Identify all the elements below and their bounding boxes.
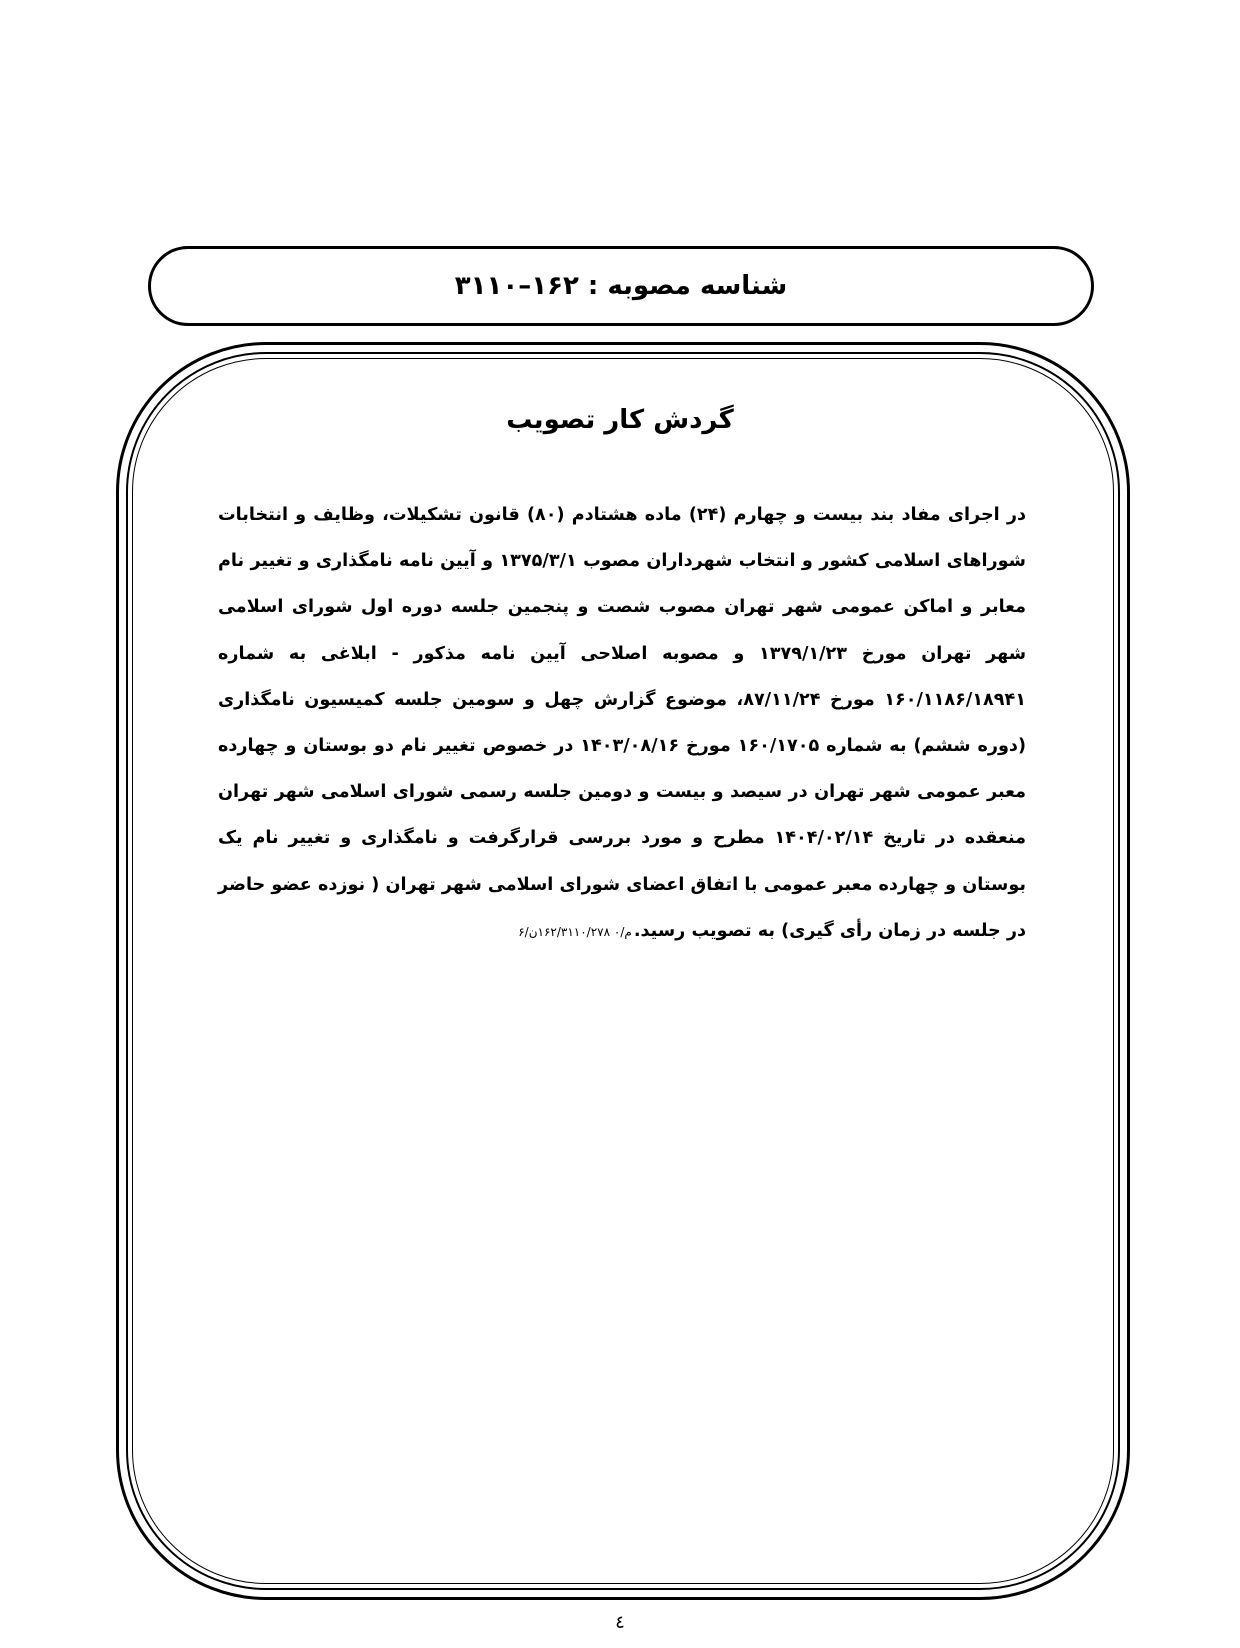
approval-id-banner xyxy=(148,246,1094,326)
workflow-paragraph xyxy=(218,492,1026,955)
approval-id-title: شناسه مصوبه : ۱۶۲–۳۱۱۰ xyxy=(454,271,788,301)
reference-code: م/۰ ۱۶۲/۳۱۱۰/۲۷۸ن/۶ xyxy=(518,924,632,939)
section-title: گردش کار تصویب xyxy=(506,405,734,435)
workflow-paragraph-final-word: رسید. xyxy=(633,920,686,941)
page-number: ٤ xyxy=(615,1612,625,1633)
workflow-paragraph-text: در اجرای مفاد بند بیست و چهارم (۲۴) ماده هشتادم (۸۰) قانون تشکیلات، وظایف و انتخابات شوراهای اسلامی کشور و انتخاب شهرداران مصوب ۱۳۷۵/۳/۱ و آیین نامه نامگذاری و تغییر نام معابر و اماکن عمومی شهر تهران مصوب شصت و پنجمین جلسه دوره اول شورای اسلامی شهر تهران مورخ ۱۳۷۹/۱/۲۳ و مصوبه اصلاحی آیین نامه مذکور - ابلاغی به شماره ۱۶۰/۱۱۸۶/۱۸۹۴۱ مورخ ۸۷/۱۱/۲۴، موضوع گزارش چهل و سومین جلسه کمیسیون نامگذاری (دوره ششم) به شماره ۱۶۰/۱۷۰۵ مورخ ۱۴۰۳/۰۸/۱۶ در خصوص تغییر نام دو بوستان و چهارده معبر عمومی شهر تهران در سیصد و بیست و دومین جلسه رسمی شورای اسلامی شهر تهران منعقده در تاریخ ۱۴۰۴/۰۲/۱۴ مطرح و مورد بررسی قرارگرفت و نامگذاری و تغییر نام یک بوستان و چهارده معبر عمومی با اتفاق اعضای شورای اسلامی شهر تهران ( نوزده عضو حاضر در جلسه در زمان رأی گیری) به تصویب xyxy=(218,505,1027,941)
